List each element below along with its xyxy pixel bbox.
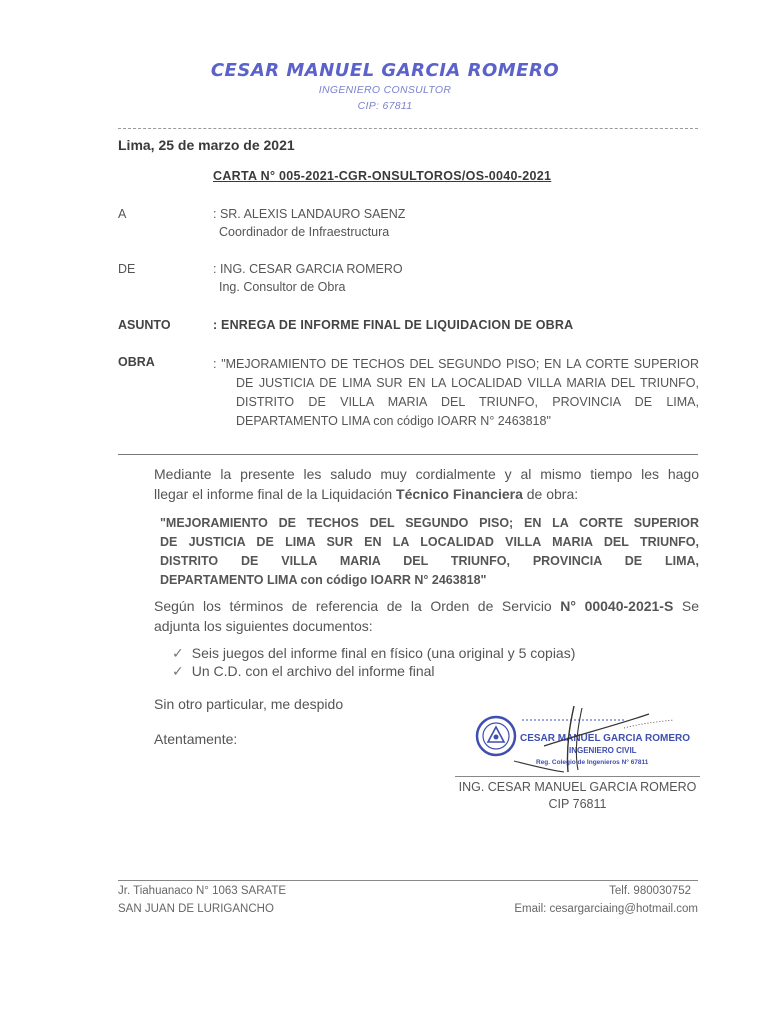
header-divider	[118, 128, 698, 129]
footer-phone: Telf. 980030752	[609, 885, 691, 897]
intro-text: de obra:	[522, 486, 579, 502]
signer-cip: CIP 76811	[548, 797, 607, 811]
project-line: : "MEJORAMIENTO DE TECHOS DEL SEGUNDO PISO; EN LA CORTE SUPERIOR	[213, 357, 699, 371]
terms-line	[154, 596, 699, 616]
check-item	[172, 645, 575, 662]
check-item	[172, 663, 435, 680]
checkmark-icon: ✓	[172, 663, 184, 679]
project-line: DE JUSTICIA DE LIMA SUR EN LA LOCALIDAD VILLA MARIA DEL TRIUNFO,	[236, 376, 699, 390]
terms-paragraph	[154, 596, 699, 636]
regards-text: Atentamente:	[154, 731, 238, 747]
signature-line	[455, 776, 700, 777]
stamp-role: INGENIERO CIVIL	[569, 746, 637, 755]
project-label: OBRA	[118, 355, 155, 369]
quote-line: DEPARTAMENTO LIMA con código IOARR N° 2463818"	[160, 573, 487, 587]
project-quote	[160, 514, 699, 590]
from-label: DE	[118, 262, 136, 276]
from-name: : ING. CESAR GARCIA ROMERO	[213, 262, 403, 276]
body-divider	[118, 454, 698, 455]
project-description	[213, 355, 699, 431]
letter-reference: CARTA N° 005-2021-CGR-ONSULTOROS/OS-0040-2021	[213, 169, 552, 183]
intro-paragraph	[154, 464, 699, 504]
intro-text: llegar el informe final de la Liquidación	[154, 486, 397, 502]
project-line: DISTRITO DE VILLA MARIA DEL TRIUNFO, PROVINCIA DE LIMA,	[236, 395, 699, 409]
letterhead-title: INGENIERO CONSULTOR	[318, 84, 452, 96]
stamp-registry: Reg. Colegio de Ingenieros N° 67811	[536, 759, 649, 766]
to-label: A	[118, 207, 127, 221]
subject-label: ASUNTO	[118, 318, 171, 332]
checkmark-icon: ✓	[172, 645, 184, 661]
quote-line: "MEJORAMIENTO DE TECHOS DEL SEGUNDO PISO; EN LA CORTE SUPERIOR	[160, 516, 699, 530]
to-role: Coordinador de Infraestructura	[219, 225, 390, 239]
intro-line: Mediante la presente les saludo muy cordialmente y al mismo tiempo les hago	[154, 466, 699, 482]
project-line: DEPARTAMENTO LIMA con código IOARR N° 2463818"	[236, 414, 551, 428]
check-item-text: Un C.D. con el archivo del informe final	[191, 663, 435, 679]
terms-text: Según los términos de referencia de la Orden de Servicio	[154, 598, 561, 614]
footer-address-line2: SAN JUAN DE LURIGANCHO	[118, 903, 274, 915]
engineer-stamp	[474, 706, 694, 774]
subject-value: : ENREGA DE INFORME FINAL DE LIQUIDACION DE OBRA	[213, 318, 574, 332]
footer-email: Email: cesargarciaing@hotmail.com	[514, 903, 698, 915]
letter-date: Lima, 25 de marzo de 2021	[118, 137, 295, 153]
quote-line: DISTRITO DE VILLA MARIA DEL TRIUNFO, PROVINCIA DE LIMA,	[160, 554, 699, 568]
letterhead-name: CESAR MANUEL GARCIA ROMERO	[210, 60, 560, 81]
service-order-number: N° 00040-2021-S	[560, 598, 674, 614]
quote-line: DE JUSTICIA DE LIMA SUR EN LA LOCALIDAD VILLA MARIA DEL TRIUNFO,	[160, 535, 699, 549]
terms-text: Se	[673, 598, 700, 614]
letterhead-cip: CIP: 67811	[357, 100, 413, 112]
intro-line	[154, 484, 699, 504]
intro-bold-text: Técnico Financiera	[396, 486, 523, 502]
stamp-name: CESAR MANUEL GARCIA ROMERO	[520, 733, 691, 744]
signer-name: ING. CESAR MANUEL GARCIA ROMERO	[458, 780, 697, 794]
check-item-text: Seis juegos del informe final en físico (una original y 5 copias)	[191, 645, 576, 661]
from-role: Ing. Consultor de Obra	[219, 280, 346, 294]
closing-text: Sin otro particular, me despido	[154, 696, 344, 712]
to-name: : SR. ALEXIS LANDAURO SAENZ	[213, 207, 406, 221]
terms-line: adjunta los siguientes documentos:	[154, 618, 373, 634]
footer-address-line1: Jr. Tiahuanaco N° 1063 SARATE	[118, 885, 287, 897]
footer-divider	[118, 880, 698, 881]
seal-icon	[477, 717, 515, 755]
